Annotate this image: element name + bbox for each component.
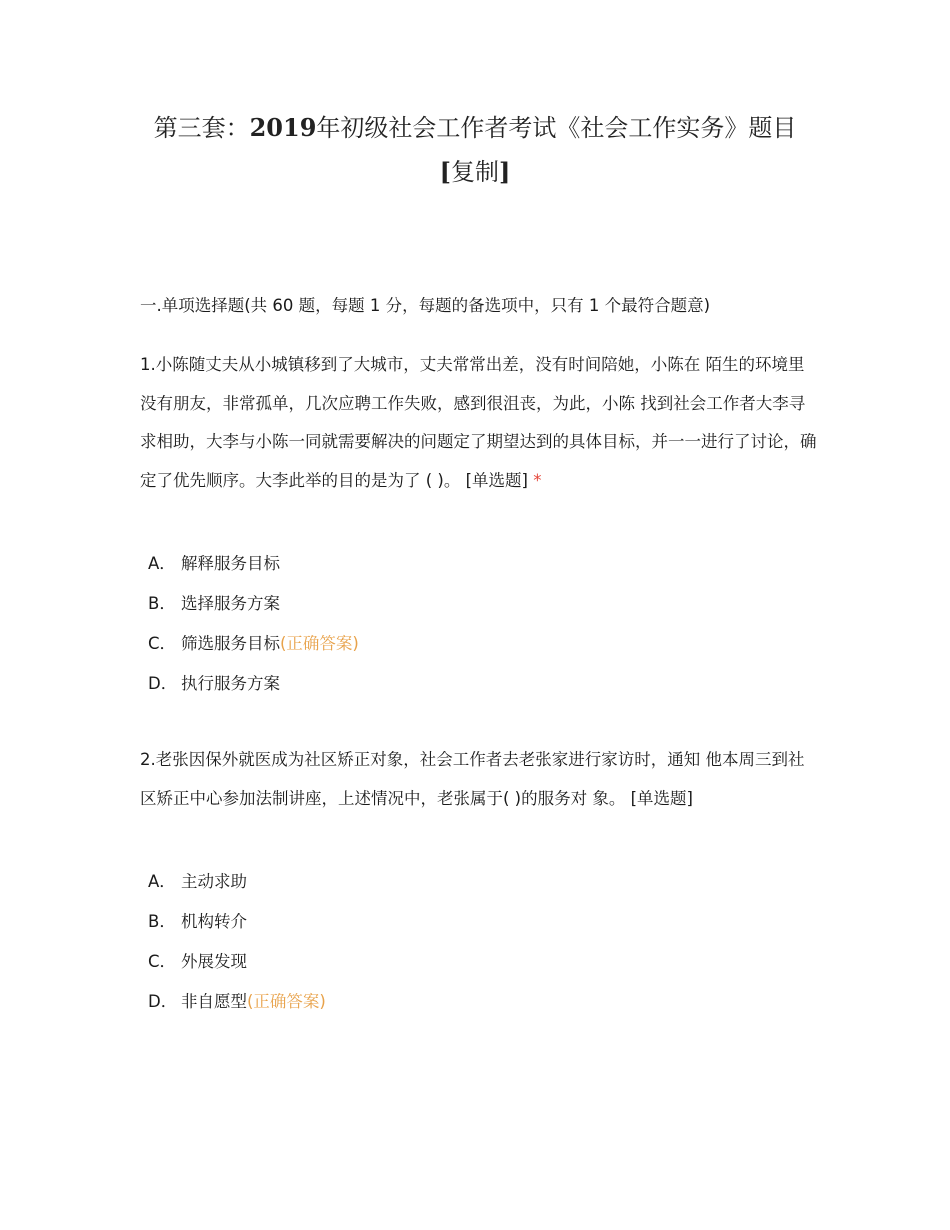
option-letter: C． (148, 952, 177, 971)
question-2 (140, 741, 820, 818)
page-title (110, 106, 840, 194)
option-c[interactable] (148, 627, 788, 667)
title-year: 2019 (249, 113, 317, 142)
title-main: 年初级社会工作者考试《社会工作实务》题目 (316, 114, 797, 142)
option-b[interactable] (148, 905, 788, 945)
question-1-options (148, 547, 788, 707)
option-letter: A． (148, 554, 176, 573)
required-mark: * (533, 470, 542, 490)
question-type-tag: [单选题] (630, 788, 693, 808)
correct-answer-label: (正确答案) (247, 992, 326, 1011)
option-text: 解释服务目标 (181, 554, 280, 573)
title-prefix: 第三套： (153, 114, 250, 142)
option-letter: B． (148, 594, 176, 613)
question-type-tag: [单选题] (465, 470, 528, 490)
question-2-text: 2.老张因保外就医成为社区矫正对象，社会工作者去老张家进行家访时，通知 他本周三到社区矫正中心参加法制讲座，上述情况中，老张属于( )的服务对 象。 (140, 750, 805, 808)
option-text: 筛选服务目标 (181, 634, 280, 653)
question-1 (140, 346, 820, 500)
option-d[interactable] (148, 985, 788, 1025)
option-text: 主动求助 (181, 872, 247, 891)
option-text: 非自愿型 (181, 992, 247, 1011)
section-heading: 一.单项选择题(共 60 题，每题 1 分，每题的备选项中，只有 1 个最符合题意) (140, 296, 711, 315)
question-2-options (148, 865, 788, 1025)
option-letter: A． (148, 872, 176, 891)
option-a[interactable] (148, 547, 788, 587)
correct-answer-label: (正确答案) (280, 634, 359, 653)
option-letter: D． (148, 674, 178, 693)
option-text: 外展发现 (181, 952, 247, 971)
title-close-bracket: ] (499, 157, 511, 186)
title-open-bracket: [ (439, 157, 451, 186)
copy-link[interactable]: 复制 (451, 158, 499, 186)
option-letter: B． (148, 912, 176, 931)
option-a[interactable] (148, 865, 788, 905)
question-1-text: 1.小陈随丈夫从小城镇移到了大城市，丈夫常常出差，没有时间陪她，小陈在 陌生的环境里没有朋友，非常孤单，几次应聘工作失败，感到很沮丧，为此，小陈 找到社会工作者大李寻求相助，大李与小陈一同就需要解决的问题定了期望达到的具体目标，并一一进行了讨论，确定了优先顺序。大李此举的目的是为了 ( )。 (140, 355, 817, 490)
option-b[interactable] (148, 587, 788, 627)
option-letter: C． (148, 634, 177, 653)
option-letter: D． (148, 992, 178, 1011)
option-c[interactable] (148, 945, 788, 985)
option-text: 执行服务方案 (181, 674, 280, 693)
option-text: 机构转介 (181, 912, 247, 931)
option-d[interactable] (148, 667, 788, 707)
option-text: 选择服务方案 (181, 594, 280, 613)
